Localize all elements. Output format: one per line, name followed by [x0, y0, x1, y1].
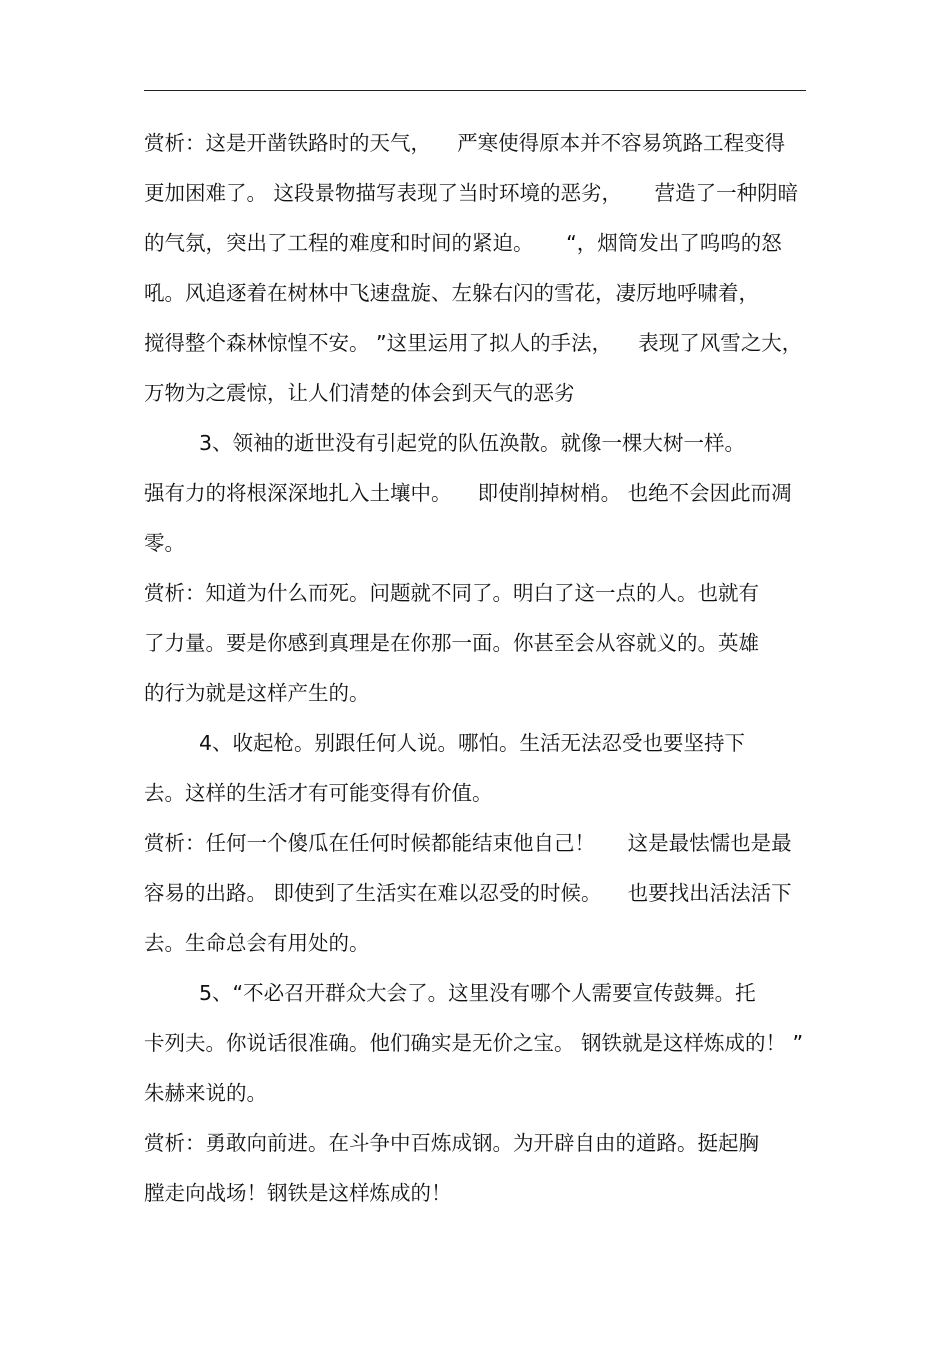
text-line: 卡列夫。你说话很准确。他们确实是无价之宝。 钢铁就是这样炼成的！ ” — [144, 1031, 804, 1055]
text-line: 更加困难了。 这段景物描写表现了当时环境的恶劣， 营造了一种阴暗 — [144, 181, 799, 205]
text-line: 赏析：这是开凿铁路时的天气， 严寒使得原本并不容易筑路工程变得 — [144, 131, 786, 155]
text-line: 的行为就是这样产生的。 — [144, 681, 370, 705]
text-line: 的气氛，突出了工程的难度和时间的紧迫。 “，烟筒发出了呜呜的怒 — [144, 231, 782, 255]
text-line: 吼。风追逐着在树林中飞速盘旋、左躲右闪的雪花，凄厉地呼啸着， — [144, 281, 759, 305]
text-line: 去。生命总会有用处的。 — [144, 931, 370, 955]
text-line: 朱赫来说的。 — [144, 1081, 267, 1105]
text-line: 零。 — [144, 531, 185, 555]
numbered-item-5: 5、“不必召开群众大会了。这里没有哪个人需要宣传鼓舞。托 — [199, 981, 756, 1005]
text-line: 赏析：勇敢向前进。在斗争中百炼成钢。为开辟自由的道路。挺起胸 — [144, 1131, 759, 1155]
text-line: 万物为之震惊，让人们清楚的体会到天气的恶劣 — [144, 381, 575, 405]
text-line: 强有力的将根深深地扎入土壤中。 即使削掉树梢。 也绝不会因此而凋 — [144, 481, 792, 505]
text-line: 去。这样的生活才有可能变得有价值。 — [144, 781, 493, 805]
text-line: 赏析：任何一个傻瓜在任何时候都能结束他自己！ 这是最怯懦也是最 — [144, 831, 792, 855]
text-line: 了力量。要是你感到真理是在你那一面。你甚至会从容就义的。英雄 — [144, 631, 759, 655]
text-line: 赏析：知道为什么而死。问题就不同了。明白了这一点的人。也就有 — [144, 581, 759, 605]
numbered-item-4: 4、收起枪。别跟任何人说。哪怕。生活无法忍受也要坚持下 — [199, 731, 746, 755]
text-line: 容易的出路。 即使到了生活实在难以忍受的时候。 也要找出活法活下 — [144, 881, 792, 905]
text-line: 膛走向战场！钢铁是这样炼成的！ — [144, 1181, 452, 1205]
header-rule — [144, 90, 806, 91]
numbered-item-3: 3、领袖的逝世没有引起党的队伍涣散。就像一棵大树一样。 — [199, 431, 746, 455]
text-line: 搅得整个森林惊惶不安。 ”这里运用了拟人的手法， 表现了风雪之大， — [144, 331, 803, 355]
